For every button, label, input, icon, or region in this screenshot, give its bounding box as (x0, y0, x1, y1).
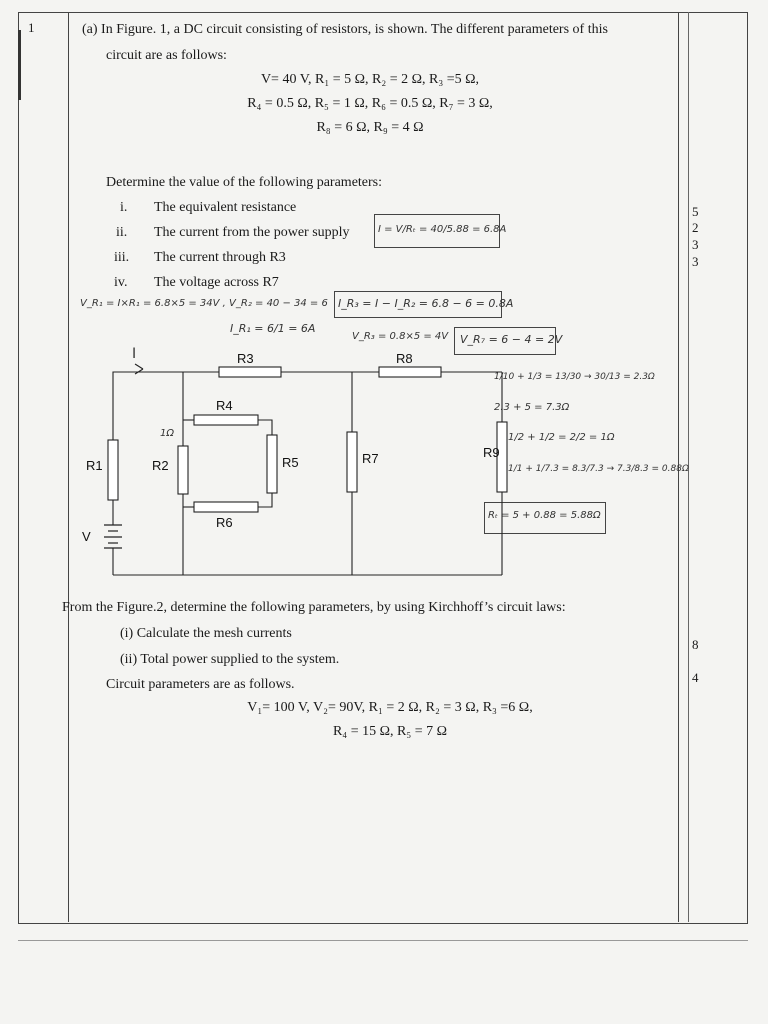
item-ii-text: The current from the power supply (154, 225, 350, 240)
resistor-r8 (379, 367, 441, 377)
mark-iii: 3 (692, 237, 699, 252)
handwritten-ir1: I_R₁ = 6/1 = 6A (230, 322, 316, 335)
label-r6: R6 (216, 515, 233, 530)
mark-i: 5 (692, 204, 699, 219)
item-iii-number: iii. (114, 250, 130, 265)
handwritten-current-equation: I = V/Rₜ = 40/5.88 = 6.8A (378, 224, 507, 235)
item-i-number: i. (120, 200, 128, 215)
item-i-text: The equivalent resistance (154, 200, 297, 215)
item-iv-text: The voltage across R7 (154, 275, 279, 290)
determine-heading: Determine the value of the following parameters: (106, 175, 383, 190)
item-ii-number: ii. (116, 225, 128, 240)
mark-ii: 2 (692, 220, 699, 235)
resistor-r3 (219, 367, 281, 377)
wire-r6-right (258, 493, 272, 507)
handwritten-ir3: I_R₃ = I − I_R₂ = 6.8 − 6 = 0.8A (338, 297, 514, 310)
item-iv-number: iv. (114, 275, 128, 290)
part-b-params-intro: Circuit parameters are as follows. (106, 677, 295, 692)
label-r2: R2 (152, 458, 169, 473)
current-arrow (135, 364, 143, 369)
part-b-params-line-2: R₄ = 15 Ω, R₅ = 7 Ω (332, 724, 448, 739)
part-b-intro: From the Figure.2, determine the following parameters, by using Kirchhoff’s circuit laws: (62, 600, 566, 615)
handwritten-calc-2: 2.3 + 5 = 7.3Ω (494, 402, 570, 413)
mark-b-i: 8 (692, 637, 699, 652)
handwritten-vr1: V_R₁ = I×R₁ = 6.8×5 = 34V , V_R₂ = 40 − 34 = 6 (80, 298, 328, 309)
mark-b-ii: 4 (692, 670, 699, 685)
handwritten-calc-3: 1/2 + 1/2 = 2/2 = 1Ω (508, 432, 615, 443)
label-r4: R4 (216, 398, 233, 413)
label-r5: R5 (282, 455, 299, 470)
resistor-r7 (347, 432, 357, 492)
item-iii-text: The current through R3 (154, 250, 286, 265)
mark-iv: 3 (692, 254, 699, 269)
params-line-1: V= 40 V, R₁ = 5 Ω, R₂ = 2 Ω, R₃ =5 Ω, (260, 72, 480, 87)
resistor-r4 (194, 415, 258, 425)
label-r1: R1 (86, 458, 103, 473)
handwritten-vr7: V_R₇ = 6 − 4 = 2V (460, 333, 563, 346)
handwritten-current-label: I (132, 346, 137, 362)
part-b-params-line-1: V₁= 100 V, V₂= 90V, R₁ = 2 Ω, R₂ = 3 Ω, R₃ =6 Ω, (247, 700, 533, 715)
handwritten-rt: Rₜ = 5 + 0.88 = 5.88Ω (488, 510, 601, 521)
label-r8: R8 (396, 351, 413, 366)
wire-r4-right (258, 420, 272, 435)
resistor-r6 (194, 502, 258, 512)
part-b-item-1: (i) Calculate the mesh currents (120, 626, 292, 641)
question-number: 1 (28, 20, 35, 35)
label-r3: R3 (237, 351, 254, 366)
handwritten-calc-1: 1/10 + 1/3 = 13/30 → 30/13 = 2.3Ω (494, 372, 655, 382)
resistor-r1 (108, 440, 118, 500)
handwritten-calc-4: 1/1 + 1/7.3 = 8.3/7.3 → 7.3/8.3 = 0.88Ω (508, 464, 689, 474)
label-r7: R7 (362, 451, 379, 466)
handwritten-r2-value: 1Ω (160, 428, 175, 439)
voltage-source (104, 525, 122, 548)
page-bottom-rule (18, 940, 748, 941)
resistor-r2 (178, 446, 188, 494)
params-line-2: R₄ = 0.5 Ω, R₅ = 1 Ω, R₆ = 0.5 Ω, R₇ = 3 Ω, (247, 96, 493, 111)
resistor-r5 (267, 435, 277, 493)
part-a-line2: circuit are as follows: (106, 48, 227, 63)
handwritten-vr3: V_R₃ = 0.8×5 = 4V (352, 331, 449, 342)
part-a-line1: (a) In Figure. 1, a DC circuit consisting of resistors, is shown. The different parameters of this (82, 22, 608, 37)
wire-top-left (113, 372, 219, 440)
params-line-3: R₈ = 6 Ω, R₉ = 4 Ω (316, 120, 424, 135)
label-v: V (82, 529, 91, 544)
part-b-item-2: (ii) Total power supplied to the system. (120, 652, 340, 667)
label-r9: R9 (483, 445, 500, 460)
